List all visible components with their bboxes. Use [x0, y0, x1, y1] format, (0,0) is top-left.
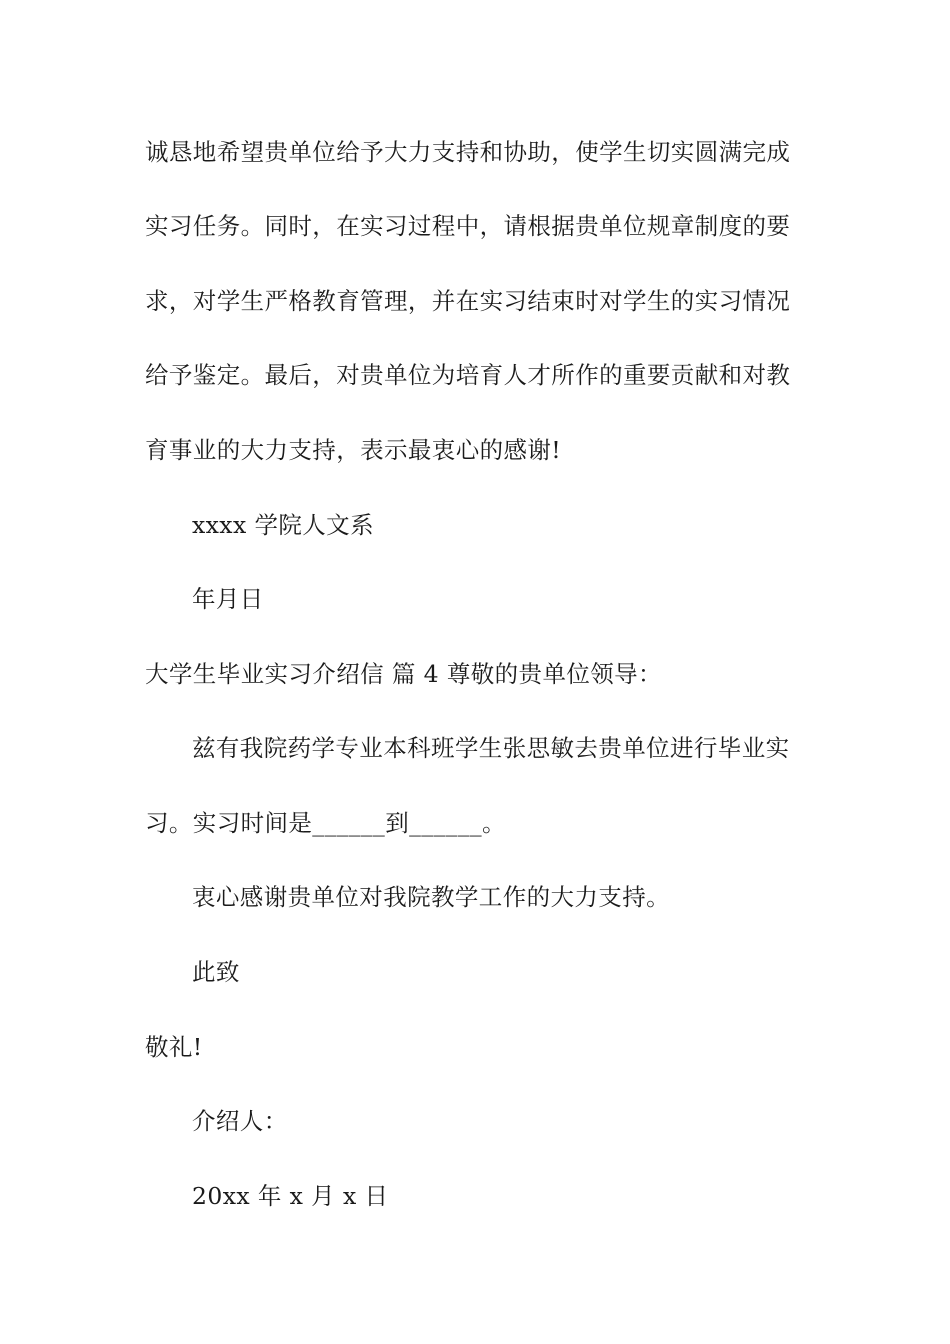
signature-date: 年月日 — [192, 585, 264, 613]
closing-regards: 敬礼! — [145, 1033, 203, 1061]
paragraph-line: 实习任务。同时，在实习过程中，请根据贵单位规章制度的要 — [145, 212, 791, 240]
paragraph-line: 习。实习时间是______到______。 — [145, 809, 506, 837]
paragraph-line: 给予鉴定。最后，对贵单位为培育人才所作的重要贡献和对教 — [145, 361, 791, 389]
signature-department: xxxx 学院人文系 — [192, 511, 374, 539]
paragraph-line: 诚恳地希望贵单位给予大力支持和协助，使学生切实圆满完成 — [145, 138, 791, 166]
introducer-label: 介绍人： — [192, 1107, 288, 1135]
paragraph-line: 育事业的大力支持，表示最衷心的感谢! — [145, 436, 562, 464]
paragraph-line: 兹有我院药学专业本科班学生张思敏去贵单位进行毕业实 — [192, 734, 790, 762]
paragraph-line: 衷心感谢贵单位对我院教学工作的大力支持。 — [192, 883, 670, 911]
letter-date: 20xx 年 x 月 x 日 — [192, 1182, 389, 1210]
paragraph-line: 求，对学生严格教育管理，并在实习结束时对学生的实习情况 — [145, 287, 791, 315]
closing-salutation: 此致 — [192, 958, 240, 986]
letter-heading: 大学生毕业实习介绍信 篇 4 尊敬的贵单位领导： — [145, 660, 662, 688]
